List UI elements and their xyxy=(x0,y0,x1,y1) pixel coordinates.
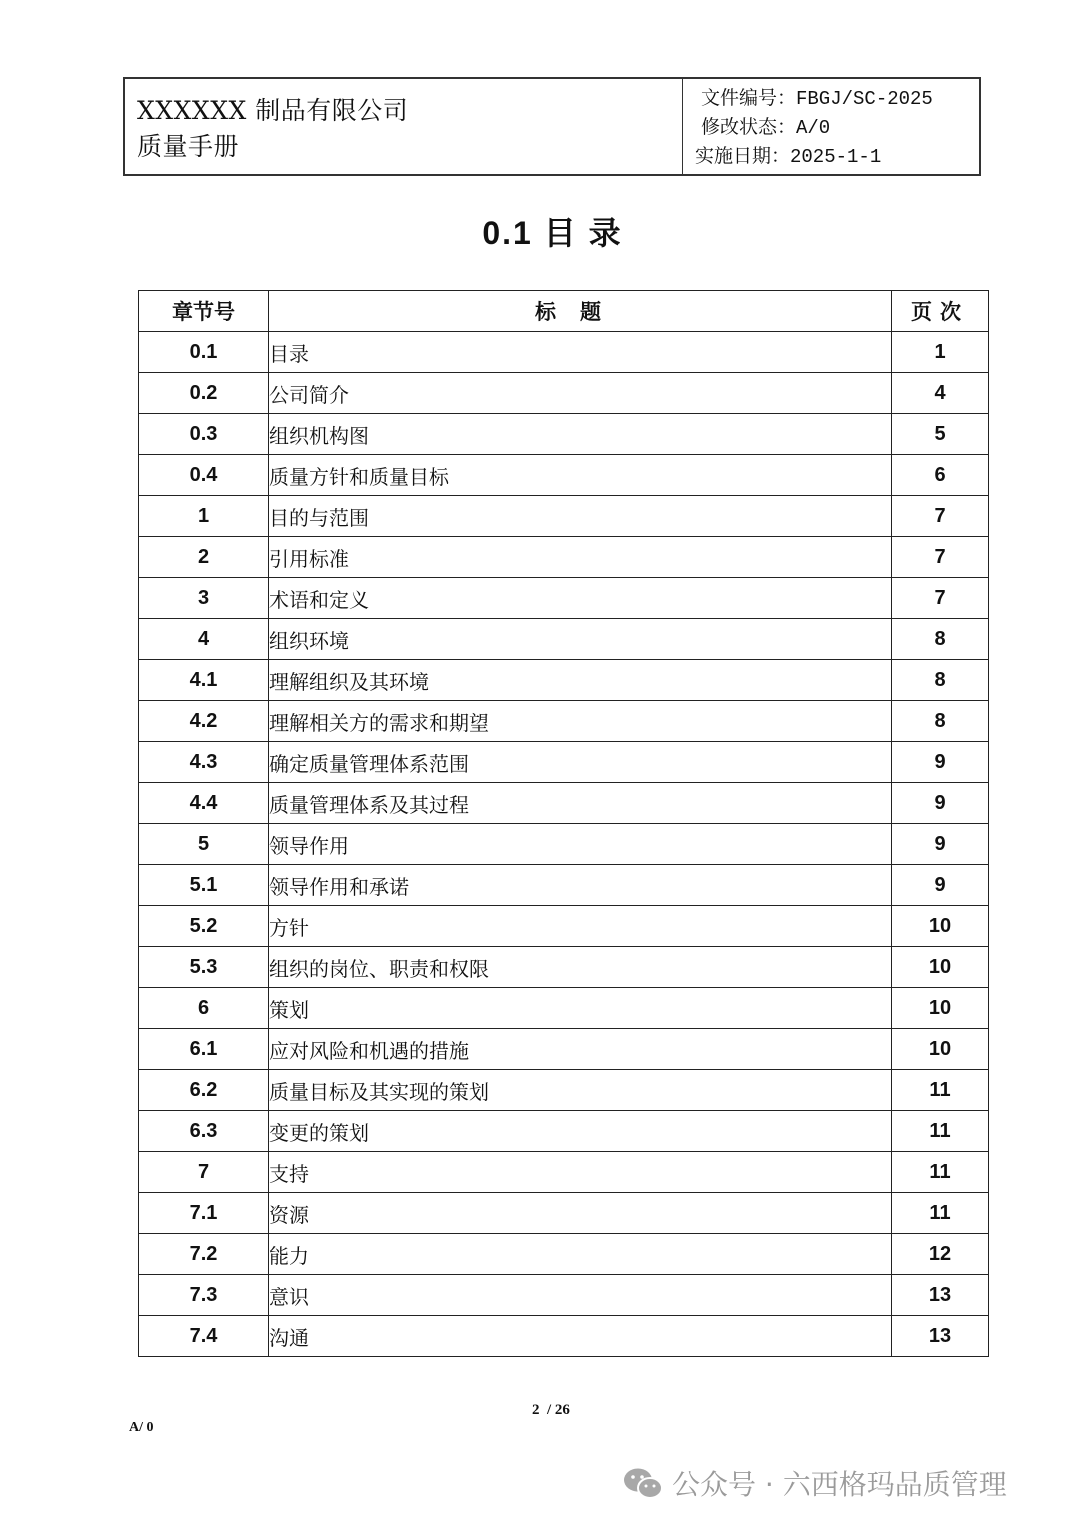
toc-row xyxy=(139,1152,989,1193)
toc-entry-title: 资源 xyxy=(269,1193,892,1234)
toc-row xyxy=(139,906,989,947)
toc-chapter-number: 6.3 xyxy=(139,1111,269,1152)
toc-row xyxy=(139,414,989,455)
toc-chapter-number: 4.4 xyxy=(139,783,269,824)
toc-row xyxy=(139,1193,989,1234)
toc-chapter-number: 7 xyxy=(139,1152,269,1193)
toc-page-number: 11 xyxy=(892,1070,989,1111)
toc-page-number: 9 xyxy=(892,742,989,783)
toc-page-number: 7 xyxy=(892,496,989,537)
toc-row xyxy=(139,455,989,496)
toc-page-number: 8 xyxy=(892,619,989,660)
toc-row xyxy=(139,1029,989,1070)
toc-row xyxy=(139,1275,989,1316)
toc-entry-title: 理解组织及其环境 xyxy=(269,660,892,701)
effective-date: 实施日期：2025-1-1 xyxy=(695,146,882,168)
toc-page-number: 11 xyxy=(892,1111,989,1152)
toc-page-number: 8 xyxy=(892,660,989,701)
toc-page-number: 10 xyxy=(892,988,989,1029)
toc-row xyxy=(139,783,989,824)
toc-chapter-number: 7.3 xyxy=(139,1275,269,1316)
toc-entry-title: 组织的岗位、职责和权限 xyxy=(269,947,892,988)
toc-chapter-number: 1 xyxy=(139,496,269,537)
toc-chapter-number: 0.2 xyxy=(139,373,269,414)
toc-row xyxy=(139,865,989,906)
toc-page-number: 5 xyxy=(892,414,989,455)
toc-entry-title: 组织机构图 xyxy=(269,414,892,455)
page-column-header: 页次 xyxy=(892,291,989,332)
toc-chapter-number: 7.1 xyxy=(139,1193,269,1234)
toc-chapter-number: 5.1 xyxy=(139,865,269,906)
toc-page-number: 11 xyxy=(892,1152,989,1193)
toc-row xyxy=(139,824,989,865)
toc-row xyxy=(139,496,989,537)
revision-status: 修改状态：A/0 xyxy=(701,117,831,139)
toc-chapter-number: 0.4 xyxy=(139,455,269,496)
toc-page-number: 13 xyxy=(892,1316,989,1357)
toc-chapter-number: 4.2 xyxy=(139,701,269,742)
toc-entry-title: 应对风险和机遇的措施 xyxy=(269,1029,892,1070)
toc-entry-title: 能力 xyxy=(269,1234,892,1275)
toc-header-row xyxy=(139,291,989,332)
wechat-icon xyxy=(622,1466,664,1500)
toc-chapter-number: 6.2 xyxy=(139,1070,269,1111)
toc-row xyxy=(139,537,989,578)
toc-entry-title: 支持 xyxy=(269,1152,892,1193)
toc-chapter-number: 5.3 xyxy=(139,947,269,988)
toc-entry-title: 公司简介 xyxy=(269,373,892,414)
toc-body xyxy=(139,332,989,1357)
header-info-cell xyxy=(683,79,979,174)
toc-entry-title: 质量管理体系及其过程 xyxy=(269,783,892,824)
toc-entry-title: 质量目标及其实现的策划 xyxy=(269,1070,892,1111)
page-title: 0.1 目 录 xyxy=(482,215,623,251)
toc-page-number: 7 xyxy=(892,578,989,619)
manual-name: 质量手册 xyxy=(137,132,240,161)
toc-entry-title: 意识 xyxy=(269,1275,892,1316)
toc-chapter-number: 0.1 xyxy=(139,332,269,373)
toc-row xyxy=(139,742,989,783)
watermark xyxy=(622,1463,1007,1503)
toc-page-number: 7 xyxy=(892,537,989,578)
toc-row xyxy=(139,660,989,701)
toc-entry-title: 术语和定义 xyxy=(269,578,892,619)
toc-row xyxy=(139,988,989,1029)
toc-entry-title: 目的与范围 xyxy=(269,496,892,537)
toc-page-number: 10 xyxy=(892,1029,989,1070)
toc-row xyxy=(139,1316,989,1357)
toc-entry-title: 确定质量管理体系范围 xyxy=(269,742,892,783)
toc-chapter-number: 4.1 xyxy=(139,660,269,701)
toc-row xyxy=(139,373,989,414)
toc-page-number: 1 xyxy=(892,332,989,373)
toc-page-number: 9 xyxy=(892,865,989,906)
toc-row xyxy=(139,701,989,742)
toc-entry-title: 组织环境 xyxy=(269,619,892,660)
toc-chapter-number: 2 xyxy=(139,537,269,578)
toc-entry-title: 质量方针和质量目标 xyxy=(269,455,892,496)
toc-chapter-number: 3 xyxy=(139,578,269,619)
toc-entry-title: 目录 xyxy=(269,332,892,373)
toc-page-number: 6 xyxy=(892,455,989,496)
header-company-cell xyxy=(125,79,683,174)
toc-chapter-number: 7.2 xyxy=(139,1234,269,1275)
toc-page-number: 13 xyxy=(892,1275,989,1316)
toc-page-number: 4 xyxy=(892,373,989,414)
toc-page-number: 10 xyxy=(892,906,989,947)
toc-chapter-number: 6 xyxy=(139,988,269,1029)
toc-page-number: 8 xyxy=(892,701,989,742)
doc-number: 文件编号：FBGJ/SC-2025 xyxy=(701,88,933,110)
toc-chapter-number: 4.3 xyxy=(139,742,269,783)
toc-page-number: 9 xyxy=(892,824,989,865)
toc-row xyxy=(139,332,989,373)
footer-revision: A/ 0 xyxy=(129,1420,154,1435)
toc-entry-title: 变更的策划 xyxy=(269,1111,892,1152)
toc-entry-title: 引用标准 xyxy=(269,537,892,578)
toc-row xyxy=(139,619,989,660)
toc-page-number: 9 xyxy=(892,783,989,824)
toc-entry-title: 领导作用和承诺 xyxy=(269,865,892,906)
document-header xyxy=(123,77,981,176)
toc-row xyxy=(139,578,989,619)
company-name: XXXXXX 制品有限公司 xyxy=(137,96,409,125)
toc-page-number: 10 xyxy=(892,947,989,988)
watermark-text: 公众号 · 六西格玛品质管理 xyxy=(672,1468,1007,1501)
toc-entry-title: 方针 xyxy=(269,906,892,947)
toc-chapter-number: 5.2 xyxy=(139,906,269,947)
toc-row xyxy=(139,1070,989,1111)
toc-entry-title: 策划 xyxy=(269,988,892,1029)
title-column-header: 标题 xyxy=(269,291,892,332)
page-indicator: 2 / 26 xyxy=(532,1402,570,1418)
toc-row xyxy=(139,1234,989,1275)
toc-entry-title: 沟通 xyxy=(269,1316,892,1357)
toc-row xyxy=(139,1111,989,1152)
toc-chapter-number: 4 xyxy=(139,619,269,660)
toc-page-number: 11 xyxy=(892,1193,989,1234)
toc-chapter-number: 7.4 xyxy=(139,1316,269,1357)
toc-table xyxy=(138,290,989,1357)
toc-chapter-number: 6.1 xyxy=(139,1029,269,1070)
toc-entry-title: 理解相关方的需求和期望 xyxy=(269,701,892,742)
toc-chapter-number: 5 xyxy=(139,824,269,865)
chapter-column-header: 章节号 xyxy=(139,291,269,332)
toc-row xyxy=(139,947,989,988)
toc-page-number: 12 xyxy=(892,1234,989,1275)
toc-chapter-number: 0.3 xyxy=(139,414,269,455)
toc-entry-title: 领导作用 xyxy=(269,824,892,865)
